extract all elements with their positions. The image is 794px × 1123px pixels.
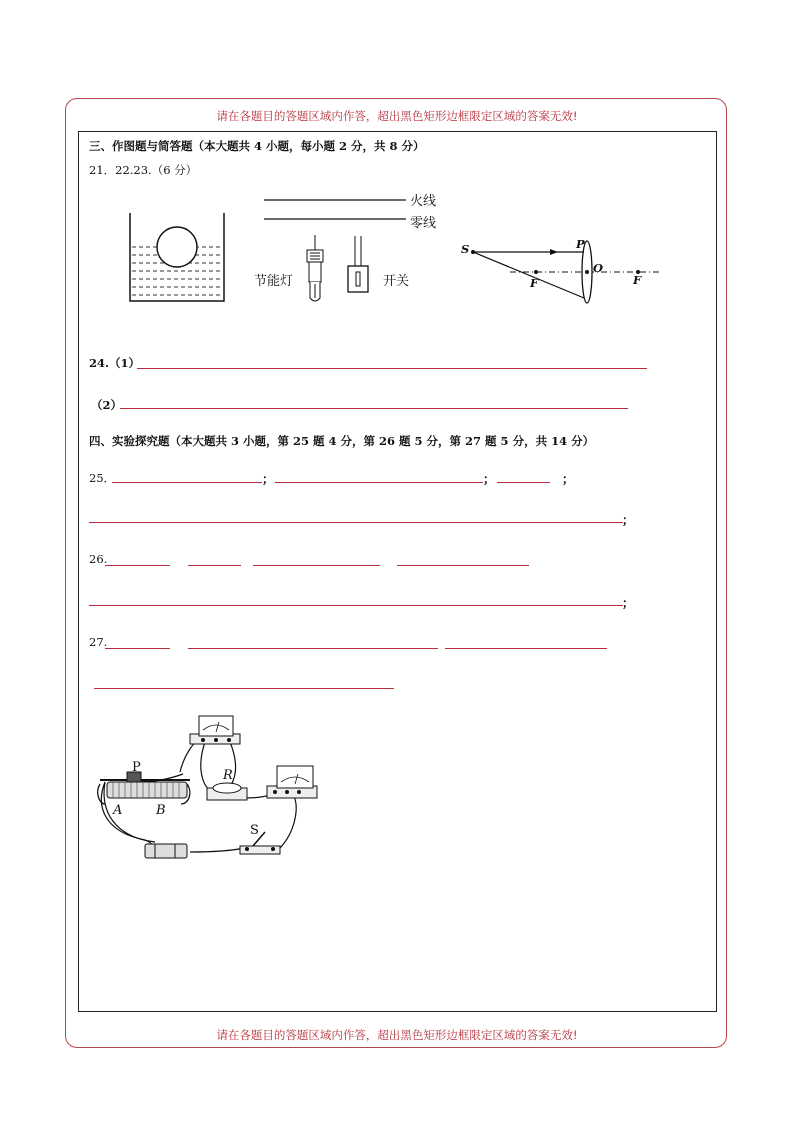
neutral-wire-label: 零线 — [410, 216, 437, 231]
q25-semicolon-3: ； — [562, 472, 575, 486]
section4-heading: 四、实验探究题（本大题共 3 小题，第 25 题 4 分，第 26 题 5 分，第 27 题 5 分，共 14 分） — [89, 434, 595, 448]
q26-answer-line-4[interactable] — [397, 565, 529, 566]
apparatus-p-label: P — [132, 760, 141, 775]
q24-1-label: 24.（1） — [89, 356, 141, 370]
lens-ray-figure — [460, 235, 670, 305]
q25-answer-line-4[interactable] — [89, 522, 623, 523]
lens-o-label: O — [593, 261, 604, 275]
q25-answer-line-2[interactable] — [275, 482, 483, 483]
q21-23-label: 21．22.23.（6 分） — [89, 163, 198, 177]
notice-bottom: 请在各题目的答题区域内作答，超出黑色矩形边框限定区域的答案无效! — [216, 1028, 578, 1042]
section3-heading: 三、作图题与简答题（本大题共 4 小题，每小题 2 分，共 8 分） — [89, 139, 425, 153]
q26-answer-line-3[interactable] — [253, 565, 380, 566]
lens-f-left-label: F — [530, 276, 539, 290]
lens-s-label: S — [461, 242, 470, 256]
q27-answer-line-2[interactable] — [188, 648, 438, 649]
q25-label: 25． — [89, 471, 116, 485]
q24-2-answer-line[interactable] — [120, 408, 628, 409]
q25-answer-line-1[interactable] — [112, 482, 262, 483]
q27-answer-line-3[interactable] — [445, 648, 607, 649]
notice-top: 请在各题目的答题区域内作答，超出黑色矩形边框限定区域的答案无效! — [216, 109, 578, 123]
apparatus-b-label: B — [156, 803, 166, 818]
q27-answer-line-4[interactable] — [94, 688, 394, 689]
beaker-figure — [120, 205, 240, 315]
q27-label: 27. — [89, 635, 108, 649]
experiment-apparatus-figure — [95, 712, 335, 862]
lamp-label: 节能灯 — [254, 274, 294, 289]
q24-1-answer-line[interactable] — [137, 368, 647, 369]
q27-answer-line-1[interactable] — [105, 648, 170, 649]
q26-label: 26. — [89, 552, 108, 566]
apparatus-s-label: S — [250, 823, 259, 838]
switch-label: 开关 — [383, 274, 410, 289]
q25-semicolon-2: ； — [483, 472, 496, 486]
live-wire-label: 火线 — [410, 194, 437, 209]
q25-semicolon-4: ； — [622, 513, 635, 527]
q25-semicolon-1: ； — [262, 472, 275, 486]
q26-answer-line-5[interactable] — [89, 605, 623, 606]
lens-f-right-label: F — [633, 273, 642, 287]
lens-p-label: P — [576, 237, 585, 251]
q25-answer-line-3[interactable] — [497, 482, 550, 483]
q26-semicolon: ； — [622, 596, 635, 610]
q26-answer-line-2[interactable] — [188, 565, 241, 566]
apparatus-r-label: R — [223, 768, 233, 783]
q26-answer-line-1[interactable] — [105, 565, 170, 566]
apparatus-a-label: A — [113, 803, 123, 818]
q24-2-label: （2） — [91, 398, 123, 412]
